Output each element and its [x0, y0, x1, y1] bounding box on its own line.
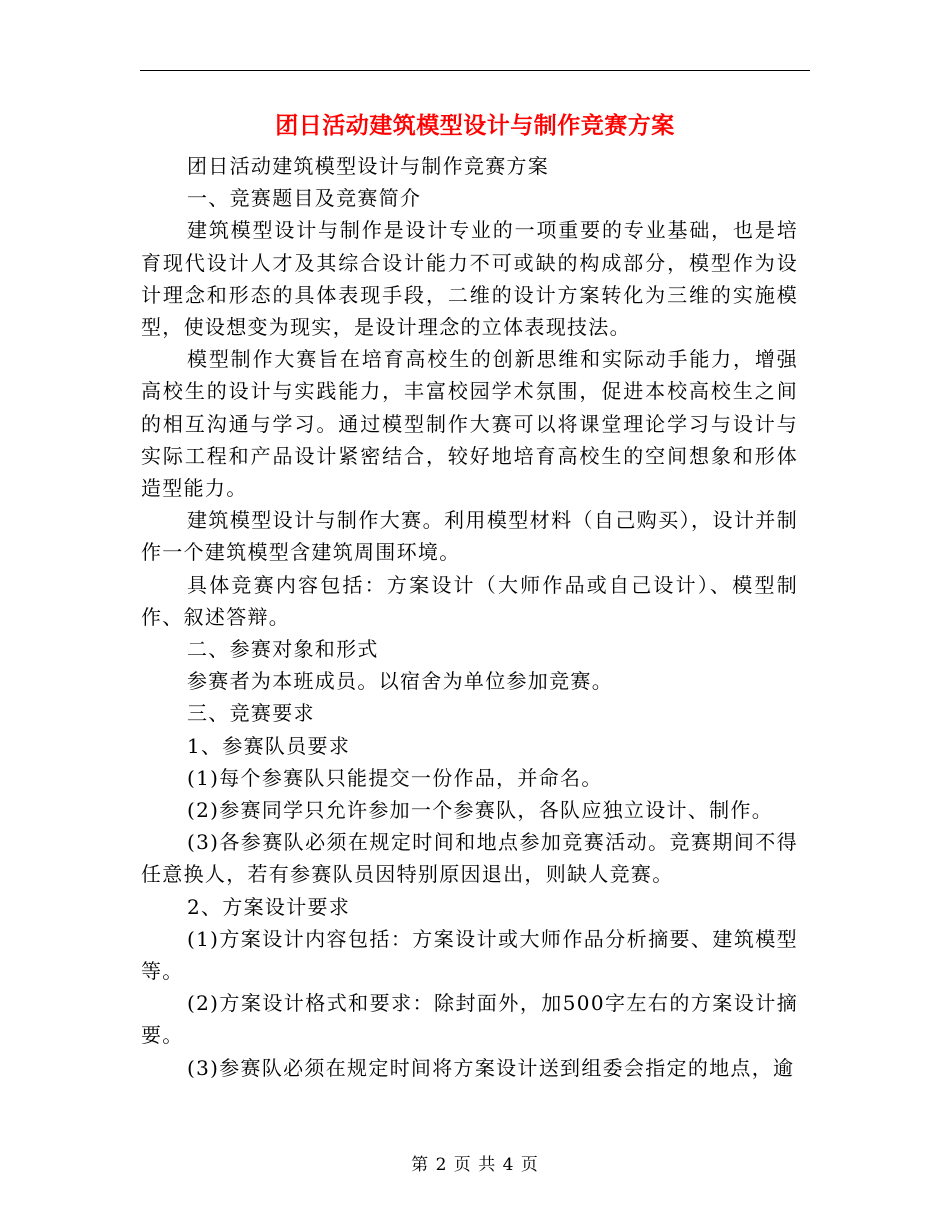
section-heading: 一、竞赛题目及竞赛简介: [187, 186, 422, 211]
document-body: [141, 150, 798, 1084]
list-item: (2)参赛同学只允许参加一个参赛队，各队应独立设计、制作。: [187, 798, 774, 823]
subsection-heading: 2、方案设计要求: [187, 894, 351, 919]
paragraph: 参赛者为本班成员。以宿舍为单位参加竞赛。: [187, 669, 613, 694]
paragraph: 具体竞赛内容包括：方案设计（大师作品或自己设计）、模型制作、叙述答辩。: [141, 572, 798, 629]
list-item: (2)方案设计格式和要求：除封面外，加500字左右的方案设计摘要。: [141, 991, 798, 1048]
list-item: (3)参赛队必须在规定时间将方案设计送到组委会指定的地点，逾: [187, 1055, 795, 1080]
paragraph: 建筑模型设计与制作大赛。利用模型材料（自己购买），设计并制作一个建筑模型含建筑周围环境。: [141, 508, 798, 565]
subsection-heading: 1、参赛队员要求: [187, 733, 351, 758]
paragraph: 建筑模型设计与制作是设计专业的一项重要的专业基础，也是培育现代设计人才及其综合设计能力不可或缺的构成部分，模型作为设计理念和形态的具体表现手段，二维的设计方案转化为三维的实施模型，使设想变为现实，是设计理念的立体表现技法。: [141, 218, 798, 340]
paragraph: 模型制作大赛旨在培育高校生的创新思维和实际动手能力，增强高校生的设计与实践能力，丰富校园学术氛围，促进本校高校生之间的相互沟通与学习。通过模型制作大赛可以将课堂理论学习与设计与实际工程和产品设计紧密结合，较好地培育高校生的空间想象和形体造型能力。: [141, 347, 798, 501]
section-heading: 三、竞赛要求: [187, 701, 315, 726]
paragraph: 团日活动建筑模型设计与制作竞赛方案: [187, 154, 550, 178]
document-title: 团日活动建筑模型设计与制作竞赛方案: [275, 113, 675, 139]
page-number: 第 2 页 共 4 页: [411, 1155, 539, 1175]
header-rule: [140, 70, 810, 71]
section-heading: 二、参赛对象和形式: [187, 637, 379, 662]
list-item: (3)各参赛队必须在规定时间和地点参加竞赛活动。竞赛期间不得任意换人，若有参赛队员因特别原因退出，则缺人竞赛。: [141, 830, 798, 887]
list-item: (1)每个参赛队只能提交一份作品，并命名。: [187, 765, 603, 790]
list-item: (1)方案设计内容包括：方案设计或大师作品分析摘要、建筑模型等。: [141, 926, 798, 984]
